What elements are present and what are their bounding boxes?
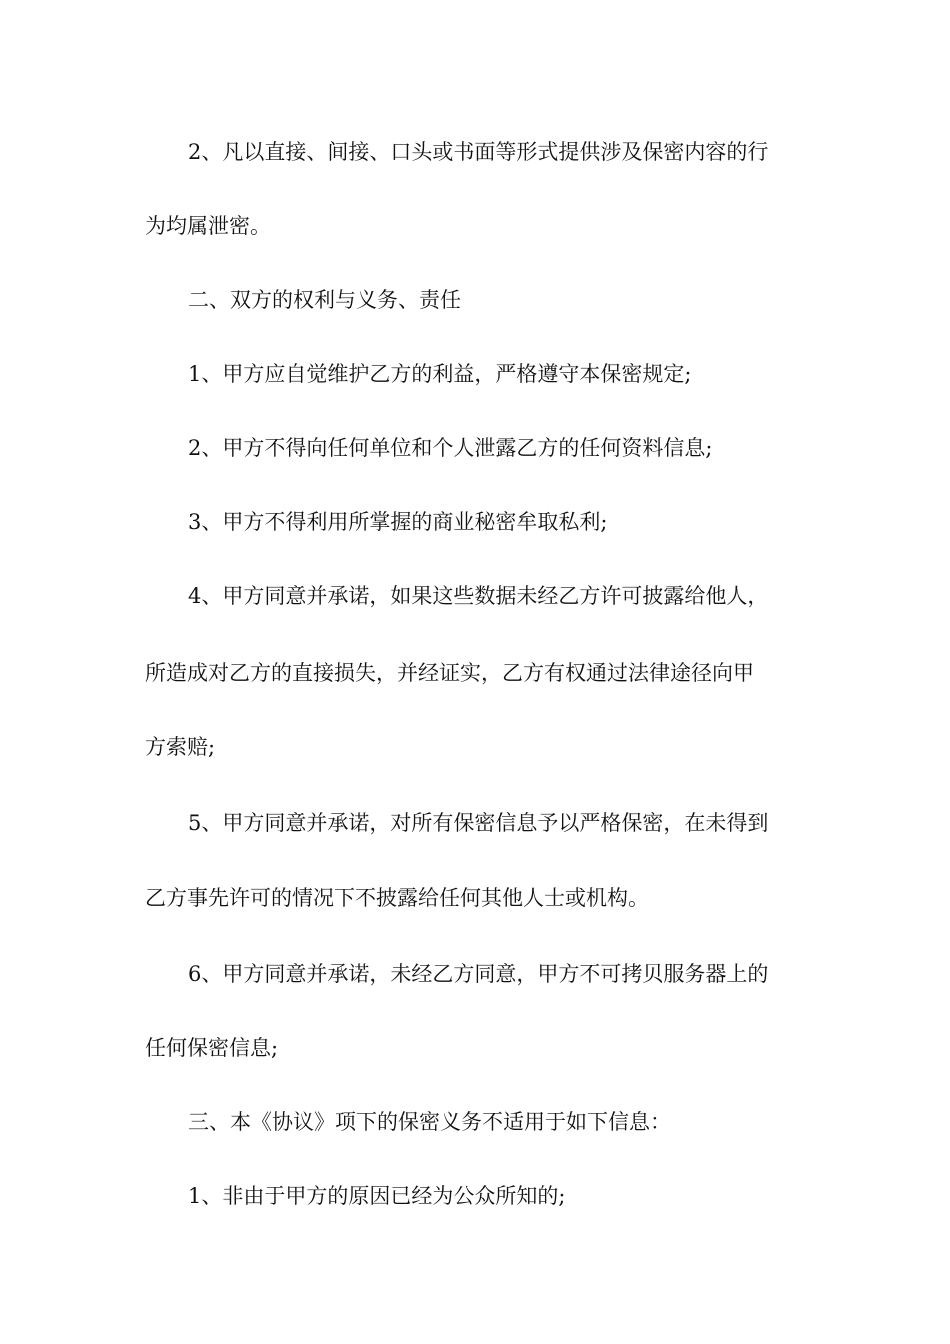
text-line: 5、甲方同意并承诺，对所有保密信息予以严格保密，在未得到 <box>188 811 769 835</box>
text-line: 所造成对乙方的直接损失，并经证实，乙方有权通过法律途径向甲 <box>145 661 754 685</box>
section-heading: 三、本《协议》项下的保密义务不适用于如下信息： <box>188 1110 671 1134</box>
text-line: 3、甲方不得利用所掌握的商业秘密牟取私利; <box>188 510 608 534</box>
text-line: 1、非由于甲方的原因已经为公众所知的; <box>188 1184 566 1208</box>
text-line: 4、甲方同意并承诺，如果这些数据未经乙方许可披露给他人， <box>188 584 769 608</box>
text-line: 乙方事先许可的情况下不披露给任何其他人士或机构。 <box>145 886 649 910</box>
text-line: 6、甲方同意并承诺，未经乙方同意，甲方不可拷贝服务器上的 <box>188 962 769 986</box>
section-heading: 二、双方的权利与义务、责任 <box>188 288 461 312</box>
text-line: 方索赔; <box>145 735 216 759</box>
text-line: 2、甲方不得向任何单位和个人泄露乙方的任何资料信息; <box>188 436 713 460</box>
text-line: 1、甲方应自觉维护乙方的利益，严格遵守本保密规定; <box>188 362 692 386</box>
text-line: 2、凡以直接、间接、口头或书面等形式提供涉及保密内容的行 <box>188 140 769 164</box>
text-line: 为均属泄密。 <box>145 214 271 238</box>
text-line: 任何保密信息; <box>145 1036 279 1060</box>
